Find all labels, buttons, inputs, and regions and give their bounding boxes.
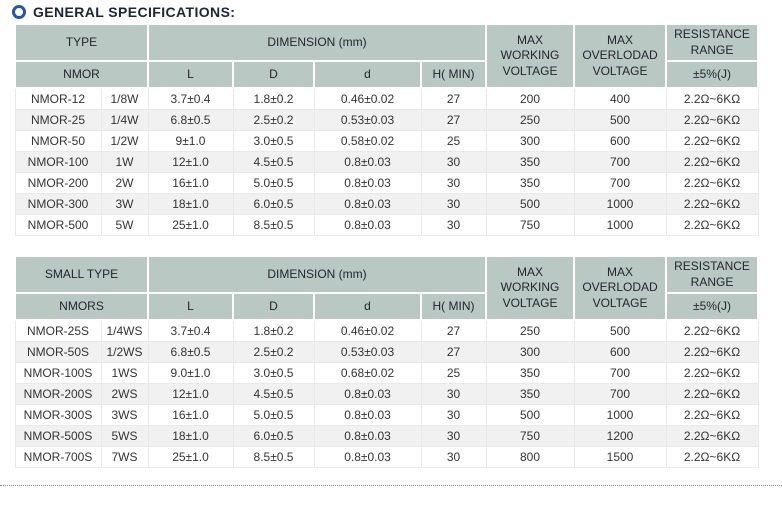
table-cell: 2.2Ω~6KΩ (666, 152, 758, 173)
table-cell: 1000 (574, 215, 666, 236)
col-header-L: L (148, 293, 233, 320)
table-row (15, 131, 758, 152)
table-cell: 0.8±0.03 (314, 384, 421, 405)
table-cell: 0.46±0.02 (314, 320, 421, 342)
table-cell: 3.7±0.4 (148, 88, 233, 110)
table-cell: 1/2WS (101, 342, 148, 363)
table-cell: NMOR-700S (15, 447, 101, 468)
table-cell: NMOR-50 (15, 131, 101, 152)
table-row (15, 342, 758, 363)
table-cell: 18±1.0 (148, 426, 233, 447)
table-cell: 4.5±0.5 (233, 152, 314, 173)
table-cell: 25±1.0 (148, 215, 233, 236)
table-cell: 0.8±0.03 (314, 426, 421, 447)
table-cell: NMOR-300 (15, 194, 101, 215)
col-header-tolerance: ±5%(J) (666, 61, 758, 88)
col-header-D: D (233, 293, 314, 320)
table-cell: NMOR-12 (15, 88, 101, 110)
col-header-D: D (233, 61, 314, 88)
header-row-1 (15, 24, 758, 61)
table-cell: 5.0±0.5 (233, 173, 314, 194)
table-cell: 3W (101, 194, 148, 215)
table-cell: 0.8±0.03 (314, 173, 421, 194)
col-header-tolerance: ±5%(J) (666, 293, 758, 320)
table-cell: 30 (421, 384, 486, 405)
table-cell: 400 (574, 88, 666, 110)
col-header-d: d (314, 61, 421, 88)
table-cell: 0.8±0.03 (314, 152, 421, 173)
table-cell: 750 (486, 426, 574, 447)
table-row (15, 215, 758, 236)
table-cell: 2.2Ω~6KΩ (666, 131, 758, 152)
col-header-max-working-voltage: MAX WORKING VOLTAGE (486, 256, 574, 320)
table-cell: 2W (101, 173, 148, 194)
table-cell: 9.0±1.0 (148, 363, 233, 384)
table-row (15, 88, 758, 110)
table-cell: 5WS (101, 426, 148, 447)
table-cell: 6.0±0.5 (233, 426, 314, 447)
table-cell: 2.2Ω~6KΩ (666, 342, 758, 363)
table-cell: 27 (421, 320, 486, 342)
table-cell: 0.58±0.02 (314, 131, 421, 152)
table-cell: 350 (486, 152, 574, 173)
table-cell: 1.8±0.2 (233, 320, 314, 342)
table-body-nmor (15, 88, 758, 236)
col-header-resistance-range: RESISTANCE RANGE (666, 24, 758, 61)
table-row (15, 363, 758, 384)
table-cell: 1.8±0.2 (233, 88, 314, 110)
table-cell: 3.0±0.5 (233, 363, 314, 384)
table-cell: 30 (421, 426, 486, 447)
table-cell: 350 (486, 384, 574, 405)
col-header-dimension: DIMENSION (mm) (148, 256, 486, 293)
table-cell: 700 (574, 363, 666, 384)
table-cell: 16±1.0 (148, 173, 233, 194)
table-cell: 9±1.0 (148, 131, 233, 152)
table-cell: 30 (421, 405, 486, 426)
table-cell: NMOR-500S (15, 426, 101, 447)
table-cell: 7WS (101, 447, 148, 468)
table-cell: 2.2Ω~6KΩ (666, 88, 758, 110)
table-cell: 750 (486, 215, 574, 236)
table-cell: 1/8W (101, 88, 148, 110)
table-cell: 27 (421, 342, 486, 363)
table-row (15, 152, 758, 173)
table-cell: 25 (421, 131, 486, 152)
table-cell: NMOR-200S (15, 384, 101, 405)
col-header-series: NMOR (15, 61, 148, 88)
table-cell: 27 (421, 110, 486, 131)
table-cell: NMOR-100 (15, 152, 101, 173)
table-cell: 5.0±0.5 (233, 405, 314, 426)
table-cell: 0.8±0.03 (314, 215, 421, 236)
table-cell: 30 (421, 194, 486, 215)
table-cell: 0.46±0.02 (314, 88, 421, 110)
table-cell: 16±1.0 (148, 405, 233, 426)
table-cell: 1WS (101, 363, 148, 384)
table-cell: 2.2Ω~6KΩ (666, 215, 758, 236)
table-cell: 30 (421, 447, 486, 468)
table-cell: 6.8±0.5 (148, 110, 233, 131)
table-cell: 1/4W (101, 110, 148, 131)
table-cell: 30 (421, 152, 486, 173)
table-row (15, 426, 758, 447)
page-title: GENERAL SPECIFICATIONS: (33, 4, 236, 20)
table-cell: 500 (574, 110, 666, 131)
table-cell: 27 (421, 88, 486, 110)
table-cell: 6.0±0.5 (233, 194, 314, 215)
table-cell: 8.5±0.5 (233, 215, 314, 236)
table-cell: 2.2Ω~6KΩ (666, 110, 758, 131)
bullet-ring-icon (12, 5, 26, 19)
table-cell: 600 (574, 131, 666, 152)
table-cell: 1500 (574, 447, 666, 468)
table-cell: 2.2Ω~6KΩ (666, 426, 758, 447)
page-bottom-divider (0, 485, 782, 486)
table-cell: NMOR-50S (15, 342, 101, 363)
table-row (15, 320, 758, 342)
table-cell: 0.8±0.03 (314, 405, 421, 426)
col-header-L: L (148, 61, 233, 88)
col-header-h-min: H( MIN) (421, 293, 486, 320)
table-cell: 300 (486, 342, 574, 363)
table-cell: 0.68±0.02 (314, 363, 421, 384)
table-cell: 350 (486, 363, 574, 384)
table-cell: 30 (421, 215, 486, 236)
table-cell: 12±1.0 (148, 152, 233, 173)
table-row (15, 447, 758, 468)
table-cell: NMOR-25S (15, 320, 101, 342)
table-cell: 2.5±0.2 (233, 342, 314, 363)
header-row-1 (15, 256, 758, 293)
table-cell: 200 (486, 88, 574, 110)
table-cell: 250 (486, 110, 574, 131)
table-cell: 1200 (574, 426, 666, 447)
table-cell: 2.2Ω~6KΩ (666, 320, 758, 342)
table-cell: 2.2Ω~6KΩ (666, 447, 758, 468)
col-header-max-working-voltage: MAX WORKING VOLTAGE (486, 24, 574, 88)
table-cell: 3.7±0.4 (148, 320, 233, 342)
table-cell: 2.2Ω~6KΩ (666, 194, 758, 215)
col-header-series: NMORS (15, 293, 148, 320)
table-cell: 4.5±0.5 (233, 384, 314, 405)
table-row (15, 405, 758, 426)
table-cell: 1W (101, 152, 148, 173)
table-cell: 12±1.0 (148, 384, 233, 405)
col-header-d: d (314, 293, 421, 320)
section-title (0, 0, 782, 21)
col-header-max-overload-voltage: MAX OVERLODAD VOLTAGE (574, 24, 666, 88)
spec-table-nmors (14, 255, 759, 468)
table-row (15, 173, 758, 194)
table-cell: 1/4WS (101, 320, 148, 342)
table-cell: 2.2Ω~6KΩ (666, 173, 758, 194)
table-cell: 2.2Ω~6KΩ (666, 384, 758, 405)
table-cell: 1/2W (101, 131, 148, 152)
table-cell: 30 (421, 173, 486, 194)
table-body-nmors (15, 320, 758, 468)
table-row (15, 110, 758, 131)
table-cell: 300 (486, 131, 574, 152)
col-header-type: TYPE (15, 24, 148, 61)
table-cell: 600 (574, 342, 666, 363)
col-header-small-type: SMALL TYPE (15, 256, 148, 293)
table-cell: 500 (486, 194, 574, 215)
table-cell: 18±1.0 (148, 194, 233, 215)
table-cell: NMOR-200 (15, 173, 101, 194)
table-cell: 2.2Ω~6KΩ (666, 363, 758, 384)
table-row (15, 384, 758, 405)
col-header-max-overload-voltage: MAX OVERLODAD VOLTAGE (574, 256, 666, 320)
table-cell: 700 (574, 384, 666, 405)
table-cell: 0.8±0.03 (314, 447, 421, 468)
table-cell: 3.0±0.5 (233, 131, 314, 152)
table-cell: 2WS (101, 384, 148, 405)
table-cell: 5W (101, 215, 148, 236)
table-cell: 0.53±0.03 (314, 342, 421, 363)
table-cell: 2.2Ω~6KΩ (666, 405, 758, 426)
table-cell: 0.53±0.03 (314, 110, 421, 131)
table-cell: NMOR-500 (15, 215, 101, 236)
table-cell: 8.5±0.5 (233, 447, 314, 468)
table-cell: 500 (574, 320, 666, 342)
table-cell: NMOR-100S (15, 363, 101, 384)
table-cell: 1000 (574, 194, 666, 215)
table-cell: 500 (486, 405, 574, 426)
table-cell: NMOR-300S (15, 405, 101, 426)
table-row (15, 194, 758, 215)
table-cell: 800 (486, 447, 574, 468)
table-cell: 25 (421, 363, 486, 384)
col-header-resistance-range: RESISTANCE RANGE (666, 256, 758, 293)
table-cell: 250 (486, 320, 574, 342)
col-header-h-min: H( MIN) (421, 61, 486, 88)
table-cell: 350 (486, 173, 574, 194)
table-cell: 2.5±0.2 (233, 110, 314, 131)
col-header-dimension: DIMENSION (mm) (148, 24, 486, 61)
table-cell: 700 (574, 152, 666, 173)
table-cell: 6.8±0.5 (148, 342, 233, 363)
table-cell: 3WS (101, 405, 148, 426)
table-cell: 1000 (574, 405, 666, 426)
table-cell: 700 (574, 173, 666, 194)
spec-table-nmor (14, 23, 759, 236)
table-cell: 0.8±0.03 (314, 194, 421, 215)
table-cell: NMOR-25 (15, 110, 101, 131)
table-cell: 25±1.0 (148, 447, 233, 468)
